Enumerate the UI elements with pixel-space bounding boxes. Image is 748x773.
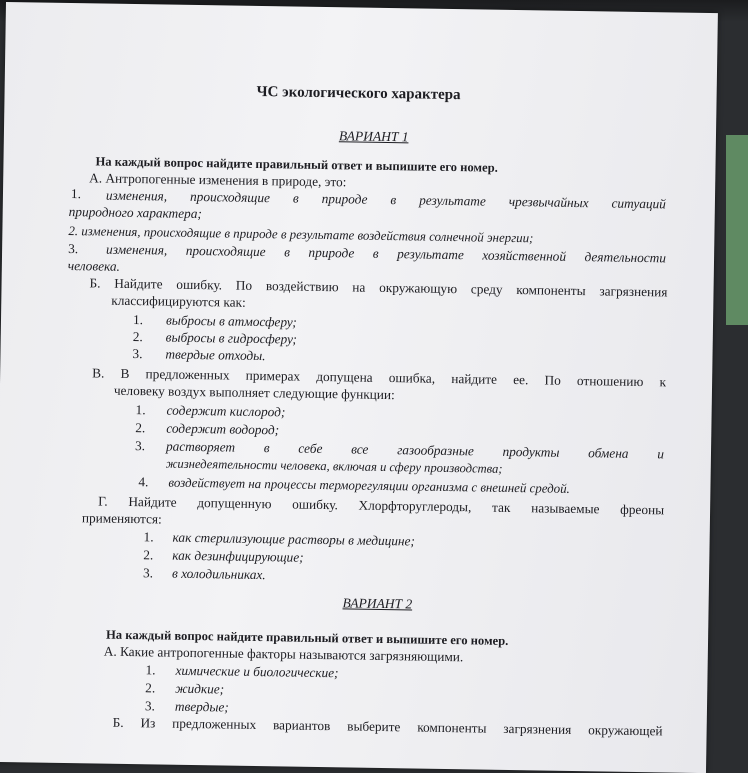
word: изменения, <box>106 241 168 258</box>
v1-qv-opt1-num: 1. <box>135 402 146 418</box>
word: ошибка, <box>388 370 436 386</box>
word: результате <box>397 246 464 263</box>
word: растворяет <box>165 438 236 455</box>
word: вариантов <box>272 717 331 734</box>
word: в <box>390 192 397 208</box>
v1-qg-question-line1 <box>98 494 664 519</box>
word: Найдите <box>128 493 177 510</box>
word: обмена <box>588 445 629 461</box>
v1-qv-opt3-num: 3. <box>134 438 146 454</box>
word: Найдите <box>114 275 163 292</box>
v1-qa-opt1-num: 1. <box>70 186 82 202</box>
word: все <box>351 441 369 457</box>
word: так <box>491 499 511 515</box>
variant2-instruction: На каждый вопрос найдите правильный ответ и выпишите его номер. <box>105 627 509 648</box>
word: в <box>284 244 291 260</box>
v1-qa-opt1-line2: природного характера; <box>68 204 202 222</box>
word: происходящие <box>189 188 271 206</box>
word: на <box>352 279 366 295</box>
v1-qb-opt2: выбросы в гидросферу; <box>165 329 298 347</box>
word: окружающей <box>588 722 663 739</box>
word: загрязнения <box>503 720 572 737</box>
v2-qb-question-partial <box>113 715 663 740</box>
word: выберите <box>347 718 401 735</box>
word: в <box>292 190 299 206</box>
word: и <box>657 446 665 462</box>
word: результате <box>419 192 486 209</box>
v2-qa-opt1: химические и биологические; <box>175 662 339 681</box>
v1-qa-opt3-line1 <box>106 242 666 267</box>
word: изменения, <box>105 187 168 204</box>
word: В <box>120 365 130 381</box>
word: Г. <box>98 493 108 509</box>
word: окружающую <box>379 279 458 297</box>
word: предложенных <box>145 366 230 383</box>
v1-qb-opt1-num: 1. <box>132 312 144 328</box>
word: природе <box>321 190 368 207</box>
word: отношению <box>576 373 644 390</box>
word: Из <box>140 715 156 731</box>
word: называемые <box>531 500 600 517</box>
word: ошибку. <box>292 496 338 513</box>
v1-qv-opt4: воздействует на процессы терморегуляции организма с внешней средой. <box>168 475 570 496</box>
word: к <box>659 374 667 390</box>
word: компоненты <box>516 282 586 299</box>
word: деятельности <box>584 249 667 266</box>
word: газообразные <box>397 442 474 459</box>
v1-qv-question-line2: человеку воздух выполняет следующие функции: <box>113 382 395 403</box>
word: По <box>235 277 253 293</box>
word: происходящие <box>185 242 266 260</box>
v1-qg-opt3-num: 3. <box>142 565 154 581</box>
word: ее. <box>513 372 529 388</box>
variant1-instruction: На каждый вопрос найдите правильный ответ и выпишите его номер. <box>95 154 498 175</box>
v2-qa-opt1-num: 1. <box>145 662 156 678</box>
word: себе <box>298 440 323 457</box>
v1-qv-opt3-line2: жизнедеятельности человека, включая и сферу производства; <box>165 456 503 476</box>
word: ошибку. <box>176 276 223 293</box>
v1-qv-opt2-num: 2. <box>135 420 146 436</box>
word: По <box>544 372 561 388</box>
v1-qv-opt2: содержит водород; <box>166 420 280 438</box>
v1-qg-opt3: в холодильниках. <box>171 565 266 583</box>
v2-qa-opt3: твердые; <box>174 698 229 715</box>
word: продукты <box>502 443 560 460</box>
v2-qa-opt2: жидкие; <box>175 680 225 697</box>
word: компоненты <box>417 719 487 736</box>
word: загрязнения <box>599 283 668 300</box>
v1-qg-opt2-num: 2. <box>143 547 154 563</box>
page-title: ЧС экологического характера <box>256 83 461 104</box>
v1-qb-opt3-num: 3. <box>132 346 143 362</box>
v1-qa-question: А. Антропогенные изменения в природе, это: <box>89 170 347 190</box>
word: допущенную <box>197 495 272 512</box>
word: в <box>263 440 270 456</box>
v1-qv-opt1: содержит кислород; <box>166 402 286 420</box>
word: допущена <box>316 368 373 385</box>
v1-qg-question-line2: применяются: <box>81 510 162 527</box>
v1-qg-opt2: как дезинфицирующие; <box>172 547 304 565</box>
v1-qv-opt4-num: 4. <box>138 474 149 490</box>
word: чрезвычайных <box>508 193 589 211</box>
word: в <box>372 245 379 261</box>
word: Хлорфторуглероды, <box>358 497 472 515</box>
paper-sheet <box>0 2 718 773</box>
word: В. <box>92 365 105 381</box>
v1-qb-question-line2: классифицируются как: <box>111 292 246 310</box>
word: фреоны <box>620 501 665 518</box>
word: природе <box>308 244 355 261</box>
v1-qg-opt1-num: 1. <box>143 529 154 545</box>
v1-qb-opt2-num: 2. <box>132 329 143 345</box>
word: примерах <box>245 367 301 384</box>
word: найдите <box>451 371 498 387</box>
v2-qa-question: А. Какие антропогенные факторы называются загрязняющими. <box>103 643 464 665</box>
v1-qg-opt1: как стерилизующие растворы в медицине; <box>172 529 415 549</box>
v1-qa-opt3-line2: человека. <box>67 258 121 274</box>
v1-qa-opt3-num: 3. <box>68 241 79 257</box>
variant2-label: ВАРИАНТ 2 <box>342 595 413 612</box>
word: ситуаций <box>611 195 667 212</box>
v2-qa-opt3-num: 3. <box>144 698 156 714</box>
green-board-edge <box>726 135 748 325</box>
variant1-label: ВАРИАНТ 1 <box>338 128 409 145</box>
word: воздействию <box>265 278 339 295</box>
v1-qb-opt1: выбросы в атмосферу; <box>165 312 297 330</box>
v1-qa-opt2: 2. изменения, происходящие в природе в результате воздействия солнечной энергии; <box>68 224 534 246</box>
word: Б. <box>89 275 101 291</box>
word: среду <box>470 281 503 297</box>
word: Б. <box>112 714 124 730</box>
word: предложенных <box>172 715 257 733</box>
v2-qa-opt2-num: 2. <box>145 680 156 696</box>
v1-qb-opt3: твердые отходы. <box>165 346 266 364</box>
word: хозяйственной <box>482 247 567 264</box>
